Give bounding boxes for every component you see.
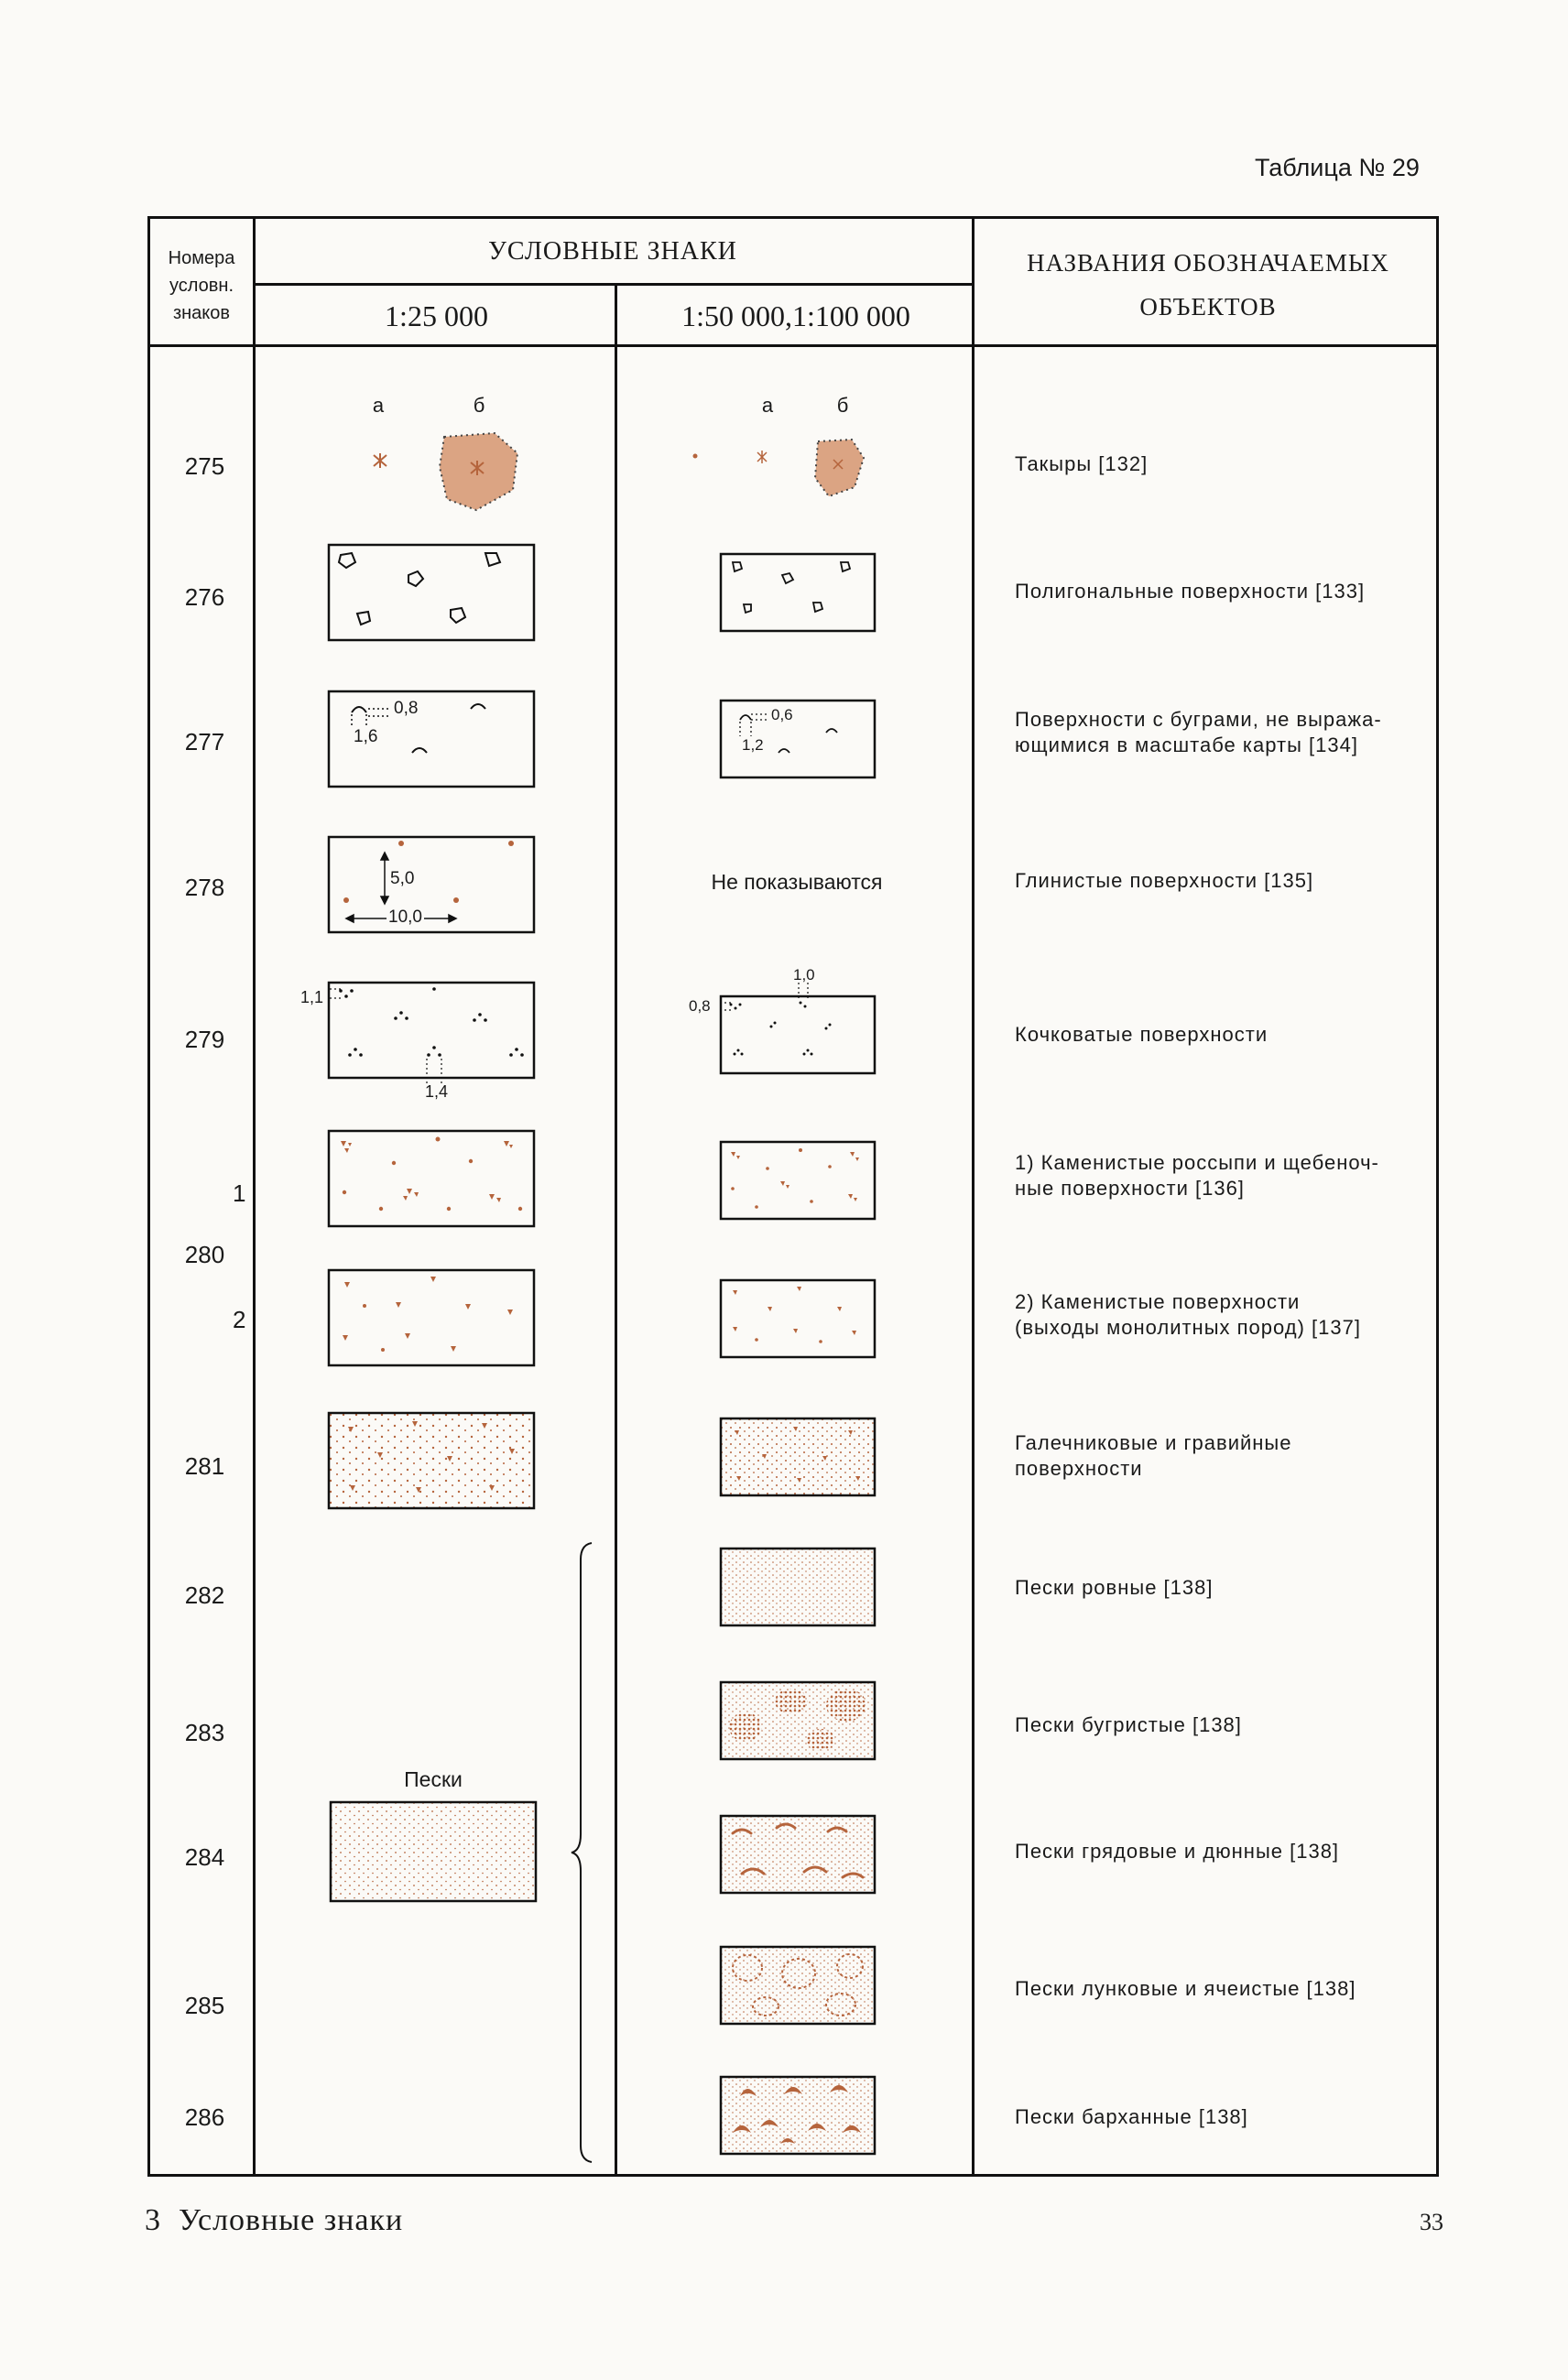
object-name: 1) Каменистые россыпи и щебеноч- ные поверхности [136] bbox=[1015, 1151, 1379, 1200]
row-number: 278 bbox=[184, 874, 225, 901]
header-scale-25000: 1:25 000 bbox=[385, 299, 488, 332]
barchan-sands-symbol-50000 bbox=[720, 2076, 876, 2155]
hillock-surface-symbol-50000 bbox=[720, 700, 876, 778]
not-shown-label: Не показываются bbox=[711, 870, 883, 894]
rock-outcrop-symbol-25000 bbox=[328, 1269, 535, 1366]
variant-label-b: б bbox=[836, 394, 849, 417]
object-name: Пески барханные [138] bbox=[1015, 2105, 1248, 2128]
row-subnumber: 1 bbox=[233, 1179, 246, 1207]
stony-scree-symbol-50000 bbox=[720, 1141, 876, 1220]
object-name: Пески грядовые и дюнные [138] bbox=[1015, 1840, 1340, 1863]
object-name: Полигональные поверхности [133] bbox=[1015, 580, 1366, 603]
dimension-label: 1,4 bbox=[425, 1082, 449, 1101]
row-number: 280 bbox=[184, 1241, 225, 1268]
footer-section-title: 3 Условные знаки bbox=[145, 2203, 404, 2237]
header-signs: УСЛОВНЫЕ ЗНАКИ bbox=[488, 237, 737, 266]
dimension-label: 5,0 bbox=[390, 869, 415, 888]
stony-scree-symbol-25000 bbox=[328, 1130, 535, 1227]
pitted-cellular-sands-symbol-50000 bbox=[720, 1946, 876, 2025]
takyr-symbol-50000 bbox=[682, 430, 866, 513]
header-numbers: Номера условн. знаков bbox=[168, 248, 235, 323]
table-caption: Таблица № 29 bbox=[1255, 154, 1420, 181]
sands-label: Пески bbox=[404, 1767, 463, 1791]
row-number: 283 bbox=[184, 1719, 225, 1746]
row-number: 286 bbox=[184, 2103, 225, 2131]
row-number: 284 bbox=[184, 1843, 225, 1871]
header-scale-50000-100000: 1:50 000,1:100 000 bbox=[681, 299, 910, 332]
dimension-label: 1,0 bbox=[793, 966, 815, 984]
grouping-brace bbox=[568, 1541, 595, 2164]
polygonal-surface-symbol-25000 bbox=[328, 544, 535, 641]
dimension-label: 0,6 bbox=[771, 706, 793, 723]
dimension-label: 0,8 bbox=[689, 997, 711, 1015]
dimension-label: 1,6 bbox=[354, 727, 378, 746]
row-number: 277 bbox=[184, 728, 225, 755]
hillock-surface-symbol-25000 bbox=[328, 690, 535, 788]
tussock-surface-symbol-50000 bbox=[689, 966, 876, 1074]
variant-label-b: б bbox=[473, 394, 485, 417]
polygonal-surface-symbol-50000 bbox=[720, 553, 876, 632]
object-name: Пески бугристые [138] bbox=[1015, 1713, 1242, 1736]
object-name: Такыры [132] bbox=[1015, 452, 1149, 475]
dimension-label: 0,8 bbox=[394, 699, 419, 718]
row-number: 281 bbox=[184, 1452, 225, 1480]
object-name: 2) Каменистые поверхности (выходы монолитных пород) [137] bbox=[1015, 1290, 1361, 1339]
object-name: Поверхности с буграми, не выража- ющимися в масштабе карты [134] bbox=[1015, 708, 1382, 756]
variant-label-a: а bbox=[372, 394, 385, 417]
row-number: 276 bbox=[184, 583, 225, 611]
sands-symbol-25000 bbox=[330, 1801, 537, 1902]
takyr-symbol-25000 bbox=[357, 426, 540, 517]
rock-outcrop-symbol-50000 bbox=[720, 1279, 876, 1358]
object-name: Кочковатые поверхности bbox=[1015, 1023, 1269, 1046]
clay-surface-symbol-25000 bbox=[328, 836, 535, 933]
dimension-label: 1,2 bbox=[742, 736, 764, 754]
row-number: 285 bbox=[184, 1992, 225, 2019]
hilly-sands-symbol-50000 bbox=[720, 1681, 876, 1760]
ridge-dune-sands-symbol-50000 bbox=[720, 1815, 876, 1894]
dimension-label: 1,1 bbox=[300, 988, 324, 1006]
object-name: Пески ровные [138] bbox=[1015, 1576, 1214, 1599]
pebble-gravel-symbol-50000 bbox=[720, 1418, 876, 1496]
flat-sands-symbol-50000 bbox=[720, 1548, 876, 1626]
object-name: Пески лунковые и ячеистые [138] bbox=[1015, 1977, 1356, 2000]
page-number: 33 bbox=[1420, 2209, 1443, 2235]
header-object-names: НАЗВАНИЯ ОБОЗНАЧАЕМЫХ ОБЪЕКТОВ bbox=[1027, 249, 1389, 321]
row-subnumber: 2 bbox=[233, 1306, 246, 1333]
object-name: Глинистые поверхности [135] bbox=[1015, 869, 1314, 892]
variant-label-a: а bbox=[761, 394, 774, 417]
tussock-surface-symbol-25000 bbox=[300, 982, 535, 1101]
dimension-label: 10,0 bbox=[388, 907, 422, 927]
row-number: 275 bbox=[184, 452, 225, 480]
pebble-gravel-symbol-25000 bbox=[328, 1412, 535, 1509]
object-name: Галечниковые и гравийные поверхности bbox=[1015, 1431, 1292, 1480]
row-number: 279 bbox=[184, 1026, 225, 1053]
row-number: 282 bbox=[184, 1581, 225, 1609]
